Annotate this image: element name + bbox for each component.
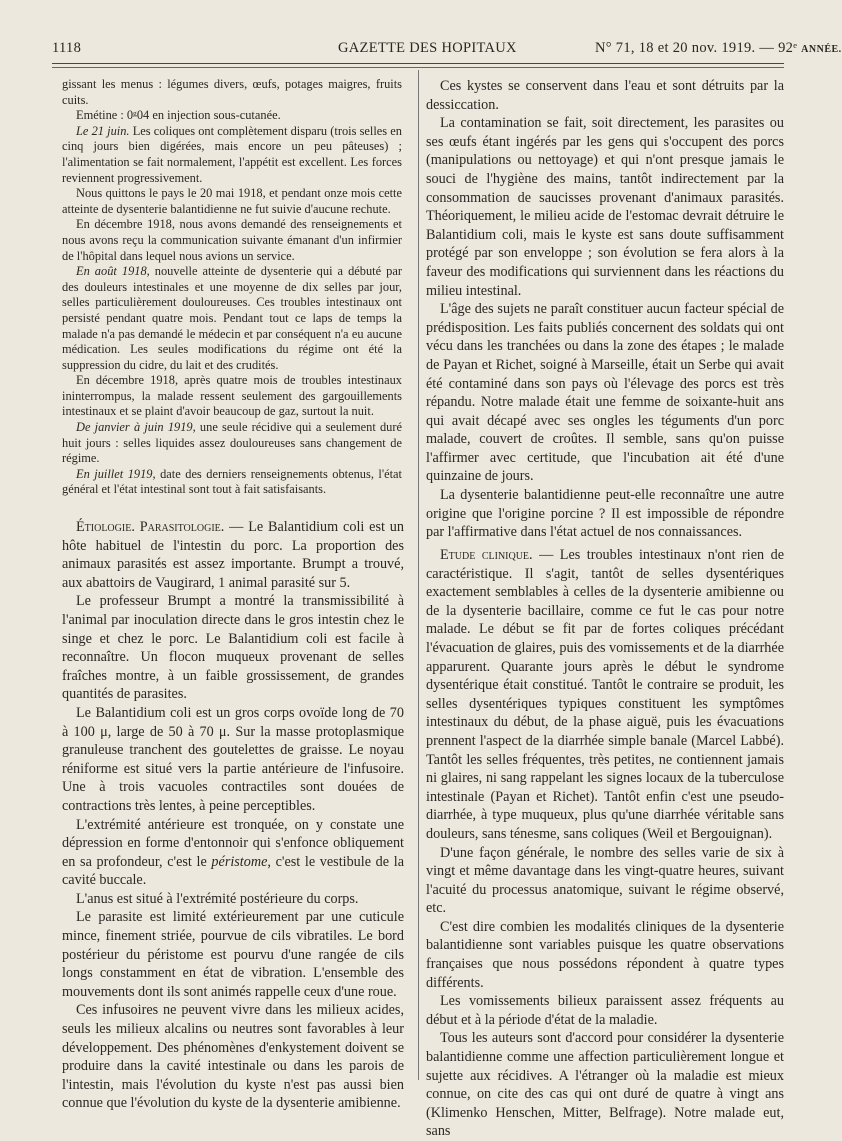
date-label: En juillet 1919,	[76, 466, 156, 481]
paragraph	[426, 546, 784, 844]
paragraph: Nous quittons le pays le 20 mai 1918, et pendant onze mois cette atteinte de dysenterie balantidienne ne fut suivie d'aucune rechute.	[62, 186, 402, 216]
header-rule-secondary	[52, 67, 784, 68]
right-column-clinical-study	[426, 546, 784, 1141]
paragraph: En décembre 1918, après quatre mois de troubles intestinaux ininterrompus, la malade ressent seulement des gargouillements intestinaux et se plaint d'avoir beaucoup de gaz, surtout la nuit.	[62, 373, 402, 419]
paragraph: gissant les menus : légumes divers, œufs, potages maigres, fruits cuits.	[62, 77, 402, 107]
section-heading: Etude clinique.	[440, 547, 533, 563]
paragraph: Les vomissements bilieux paraissent assez fréquents au début et à la période d'état de la maladie.	[426, 993, 784, 1028]
paragraph: Le Balantidium coli est un gros corps ovoïde long de 70 à 100 μ, large de 50 à 70 μ. Sur la masse protoplasmique granuleuse tranchent des goutelettes de graisse. Le noyau réniforme est situé vers la partie antérieure de l'infusoire. Une à trois vacuoles contractiles sont douées de contractions très lentes, à peine perceptibles.	[62, 704, 404, 814]
paragraph	[62, 518, 404, 592]
right-column-contamination	[426, 77, 784, 542]
paragraph: L'âge des sujets ne paraît constituer aucun facteur spécial de prédisposition. Les faits publiés concernent des soldats qui ont vécu dans les tranchées ou dans la zone des étapes ; le malade de Payan et Richet, soigné à Marseille, était un Serbe qui avait été contaminé dans son pays où l'élevage des porcs est très répandu. Notre malade était une femme de soixante-huit ans qui avait décapé avec ses ongles les téguments d'un porc malade, couvert de croûtes. Il semble, sans qu'on puisse l'affirmer avec certitude, que l'incubation ait été d'une quinzaine de jours.	[426, 301, 784, 485]
journal-title: GAZETTE DES HOPITAUX	[338, 40, 517, 56]
paragraph: Emétine : 0ᵍ04 en injection sous-cutanée.	[76, 108, 281, 123]
paragraph: En décembre 1918, nous avons demandé des renseignements et nous avons reçu la communication suivante émanant d'un infirmier de l'hôpital dans lequel nous avions un service.	[62, 217, 402, 263]
paragraph-text: une seule récidive qui a seulement duré huit jours : selles liquides assez douloureuses sans changement de régime.	[62, 420, 402, 466]
issue-date: N° 71, 18 et 20 nov. 1919. — 92ᵉ	[595, 40, 798, 56]
paragraph	[62, 816, 404, 890]
paragraph-text: nouvelle atteinte de dysenterie qui a débuté par des douleurs intestinales et une moyenne de dix selles par jour, selles particulièrement douloureuses. Ces troubles intestinaux ont persisté pendant quatre mois. Pendant tout ce laps de temps la malade n'a pas demandé le médecin et par conséquent n'a eu aucune médication. Les seules modifications du régime ont été la suppression du cidre, du lait et des crudités.	[62, 264, 402, 372]
paragraph: Ces infusoires ne peuvent vivre dans les milieux acides, seuls les milieux alcalins ou neutres sont favorables à leur développement. Des phénomènes d'enkystement doivent se produire dans la cavité intestinale ou dans les parois de l'intestin, mais l'évolution du kyste n'est pas aussi bien connue que l'évolution du kyste de la dysenterie amibienne.	[62, 1002, 404, 1112]
left-column-case-report	[62, 77, 402, 498]
date-label: En août 1918,	[76, 264, 150, 279]
paragraph	[62, 124, 402, 186]
issue-info	[595, 40, 842, 57]
page-number: 1118	[52, 40, 82, 56]
left-column-etiology	[62, 518, 404, 1113]
date-label: De janvier à juin 1919,	[76, 420, 196, 435]
header-rule	[52, 63, 784, 64]
page-header	[52, 40, 842, 62]
paragraph: La dysenterie balantidienne peut-elle reconnaître une autre origine que l'origine porcine ? Il est impossible de répondre par l'affirmative dans l'état actuel de nos connaissances.	[426, 487, 784, 541]
issue-year-suffix: ANNÉE.	[801, 44, 842, 55]
paragraph: C'est dire combien les modalités cliniques de la dysenterie balantidienne sont variables puisque les quatre observations françaises que nous possédons répondent à quatre types différents.	[426, 918, 784, 991]
paragraph: L'anus est situé à l'extrémité postérieure du corps.	[76, 890, 359, 907]
paragraph: D'une façon générale, le nombre des selles varie de six à vingt et même davantage dans les vingt-quatre heures, suivant l'acuité du processus anatomique, suivant le régime observé, etc.	[426, 844, 784, 917]
paragraph-text: — Les troubles intestinaux n'ont rien de caractéristique. Il s'agit, tantôt de selles dysentériques exactement semblables à celles de la dysenterie amibienne ou de la dysenterie bacillaire, comme ce fut le cas pour notre malade. Le début se fit par de fortes coliques précédant l'évacuation de glaires, puis des vomissements et de la diarrhée apparurent. Quarante jours après le début le syndrome dysentérique était constitué. Tantôt le contraire se produit, les selles dysentériques typiques constituent les symptômes intestinaux du début, de la phase aiguë, puis les évacuations prennent l'aspect de la diarrhée simple banale (Marcel Labbé). Tantôt les selles fréquentes, très petites, ne contiennent jamais ni glaires, ni sang rappelant les signes locaux de la tuberculose intestinale (Payan et Richet). Tantôt enfin c'est une pseudo-diarrhée, à type muqueux, plus qu'une diarrhée véritable sans douleurs, sans ténesme, sans coliques (Weil et Bergouignan).	[426, 547, 784, 842]
paragraph: Ces kystes se conservent dans l'eau et sont détruits par la dessiccation.	[426, 78, 784, 113]
paragraph-text: , c'est le vestibule de la cavité buccale.	[62, 853, 404, 889]
date-label: Le 21 juin.	[76, 123, 130, 138]
paragraph-text: — Le Balantidium coli est un hôte habituel de l'intestin du porc. La proportion des animaux parasités est assez importante. Brumpt a trouvé, aux abattoirs de Vaugirard, 1 animal parasité sur 5.	[62, 519, 404, 591]
paragraph	[62, 467, 402, 498]
paragraph: Le professeur Brumpt a montré la transmissibilité à l'animal par inoculation directe dans le gros intestin chez le singe et chez le porc. Le Balantidium coli est facile à reconnaître. Un flocon muqueux provenant de selles fraîches montre, à un faible grossissement, de grandes quantités de parasites.	[62, 593, 404, 703]
paragraph-text: date des derniers renseignements obtenus, l'état général et l'état intestinal sont tout à fait satisfaisants.	[62, 466, 402, 497]
term-emphasis: péristome	[211, 853, 268, 870]
paragraph-text: L'extrémité antérieure est tronquée, on y constate une dépression en forme d'entonnoir qui s'enfonce obliquement en sa profondeur, c'est le	[62, 816, 404, 870]
paragraph	[62, 420, 402, 467]
paragraph-text: Les coliques ont complètement disparu (trois selles en cinq jours bien digérées, mais encore un peu pâteuses) ; l'alimentation se fait normalement, l'appétit est excellent. Les forces reviennent progressivement.	[62, 123, 402, 185]
section-heading: Étiologie. Parasitologie.	[76, 519, 225, 535]
paragraph: Le parasite est limité extérieurement par une cuticule mince, finement striée, pourvue de cils vibratiles. Le bord postérieur du péristome est pourvu d'une rangée de cils longs constamment en état de vibration. L'ensemble des mouvements dont ils sont animés rappelle ceux d'une roue.	[62, 909, 404, 1000]
column-separator	[418, 70, 419, 1080]
paragraph: Tous les auteurs sont d'accord pour considérer la dysenterie balantidienne comme une affection particulièrement longue et sujette aux récidives. A l'étranger où la maladie est mieux connue, on cite des cas qui ont duré de quatre à vingt ans (Klimenko Henschen, Mitter, Belfrage). Notre malade eut, sans	[426, 1030, 784, 1140]
paragraph: La contamination se fait, soit directement, les parasites ou ses œufs étant ingérés par les gens qui s'occupent des porcs (manipulations ou nettoyage) et qui n'ont presque jamais le souci de l'hygiène des mains, tantôt indirectement par la consommation de saucisses provenant d'animaux parasités. Théoriquement, le milieu acide de l'estomac devrait détruire le Balantidium coli, mais le kyste est sans doute suffisamment protégé par son enveloppe ; son évolution se fera alors à la faveur des modifications qui surviennent dans les réactions du milieu intestinal.	[426, 115, 784, 299]
paragraph	[62, 264, 402, 373]
